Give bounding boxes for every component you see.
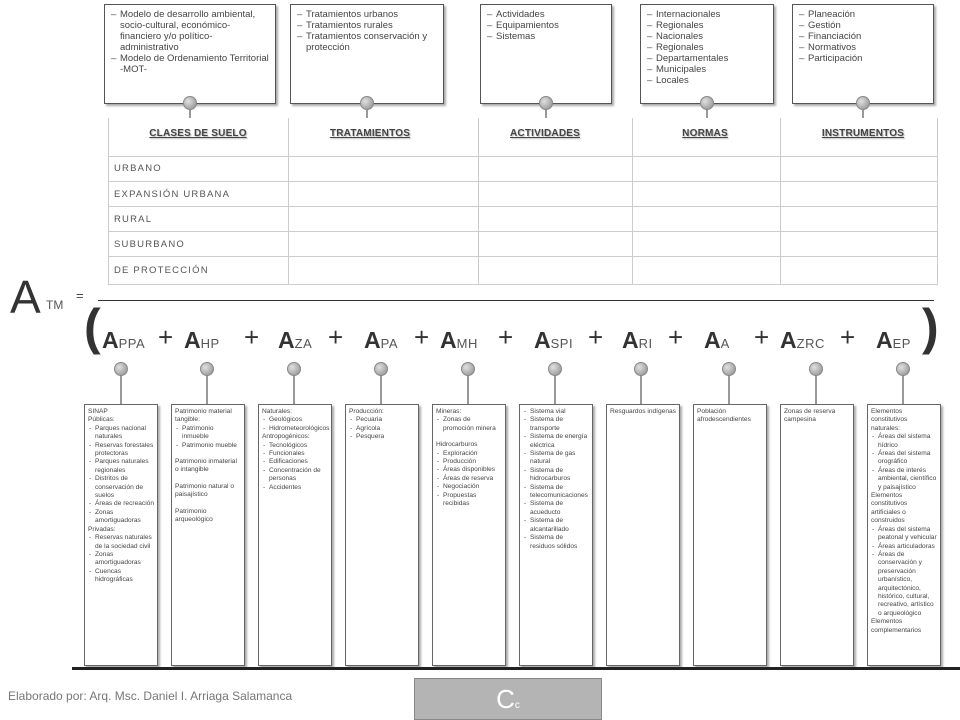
connector-knob: [700, 96, 714, 110]
box-list-item: - Agrícola: [349, 425, 415, 433]
bottom-connector: [467, 372, 469, 404]
header-actividades: ACTIVIDADES: [510, 128, 580, 139]
box-list-item: - Funcionales: [262, 450, 328, 458]
header-normas: NORMAS: [682, 128, 728, 139]
spacer: [436, 433, 502, 441]
spacer: [175, 450, 241, 458]
box-list-item: - Distritos de conservación de suelos: [88, 475, 154, 500]
column-divider: [937, 118, 938, 285]
term-amh: [440, 327, 478, 354]
box-label: Elementos complementarios: [871, 618, 922, 634]
author-credit: Elaborado por: Arq. Msc. Daniel I. Arriaga Salamanca: [8, 689, 293, 703]
top-box-list: [799, 9, 927, 64]
plus-sign: +: [158, 322, 174, 352]
row-divider: [108, 156, 938, 157]
top-box-item: – Tratamientos urbanos: [297, 9, 437, 20]
box-list-item: - Concentración de personas: [262, 467, 328, 484]
row-divider: [108, 206, 938, 207]
bottom-connector: [815, 372, 817, 404]
term-sub: A: [720, 336, 730, 351]
top-box-actividades: [480, 4, 612, 104]
box-label: Patrimonio arqueológico: [175, 507, 213, 524]
box-list-item: - Sistema de hidrocarburos: [523, 467, 589, 484]
plus-sign: +: [840, 322, 856, 352]
spacer: [175, 475, 241, 483]
term-sub: ZA: [294, 336, 313, 351]
term-main: A: [278, 327, 295, 353]
column-divider: [632, 118, 633, 285]
term-sub: ZRC: [796, 336, 825, 351]
top-box-tratamientos: [290, 4, 444, 104]
term-sub: MH: [456, 336, 478, 351]
box-list-item: - Edificaciones: [262, 458, 328, 466]
box-label: Patrimonio natural o paisajístico: [175, 482, 235, 499]
box-list-item: - Negociación: [436, 483, 502, 491]
connector-knob: [287, 362, 301, 376]
bottom-connector: [728, 372, 730, 404]
box-list-item: - Geológicos: [262, 416, 328, 424]
box-list-item: - Cuencas hidrográficas: [88, 568, 154, 585]
term-sub: RI: [638, 336, 653, 351]
bottom-box-amh: [432, 404, 506, 666]
formula-fraction-line: [98, 300, 934, 301]
formula-lhs-main: A: [10, 271, 41, 323]
bottom-box-apa: [345, 404, 419, 666]
connector-knob: [374, 362, 388, 376]
box-label: Patrimonio material tangible:: [175, 408, 232, 424]
box-list-item: - Hidrometeorológicos: [262, 425, 328, 433]
box-list-item: - Áreas de interés ambiental, científico y paisajístico: [871, 467, 937, 492]
term-main: A: [440, 327, 457, 353]
top-box-item: – Equipamientos: [487, 20, 605, 31]
box-label: Zonas de reserva campesina: [784, 408, 836, 424]
connector-knob: [809, 362, 823, 376]
connector-knob: [722, 362, 736, 376]
term-sub: PA: [380, 336, 399, 351]
box-list-item: - Áreas de recreación: [88, 500, 154, 508]
bottom-connector: [293, 372, 295, 404]
top-box-item: – Planeación: [799, 9, 927, 20]
box-list-item: - Pesquera: [349, 433, 415, 441]
box-list-item: - Propuestas recibidas: [436, 492, 502, 509]
row-urbano: URBANO: [114, 163, 162, 174]
term-main: A: [184, 327, 201, 353]
term-apa: [364, 327, 398, 354]
box-list-item: - Sistema de transporte: [523, 416, 589, 433]
bottom-rule: [72, 667, 960, 670]
bottom-connector: [640, 372, 642, 404]
bottom-box-ari: [606, 404, 680, 666]
top-box-modelo: [104, 4, 276, 104]
row-divider: [108, 284, 938, 285]
box-list-item: - Áreas del sistema peatonal y vehicular: [871, 526, 937, 543]
top-box-item: – Municipales: [647, 64, 767, 75]
bottom-connector: [120, 372, 122, 404]
term-aep: [876, 327, 911, 354]
box-list-item: - Áreas de conservación y preservación urbanístico, arquitectónico, histórico, cultural, recreativo, artístico o arqueológico: [871, 551, 937, 618]
logo-box: [414, 678, 602, 720]
top-box-item: – Regionales: [647, 42, 767, 53]
box-list-item: - Zonas de promoción minera: [436, 416, 502, 433]
term-main: A: [876, 327, 893, 353]
row-de-proteccion: DE PROTECCIÓN: [114, 265, 209, 276]
box-label: Privadas:: [88, 525, 116, 533]
top-box-item: – Modelo de desarrollo ambiental, socio-cultural, económico-financiero y/o político-administrativo: [111, 9, 269, 53]
plus-sign: +: [754, 322, 770, 352]
plus-sign: +: [414, 322, 430, 352]
top-box-instrumentos: [792, 4, 934, 104]
plus-sign: +: [588, 322, 604, 352]
box-label: Públicas:: [88, 416, 115, 424]
box-list-item: - Áreas disponibles: [436, 466, 502, 474]
top-box-item: – Regionales: [647, 20, 767, 31]
box-label: Producción:: [349, 408, 384, 415]
top-box-item: – Actividades: [487, 9, 605, 20]
term-sub: SPI: [550, 336, 574, 351]
formula-open-paren: (: [84, 299, 101, 355]
top-box-item: – Tratamientos conservación y protección: [297, 31, 437, 53]
box-label: Elementos constitutivos artificiales o construidos: [871, 492, 908, 525]
formula-equals: =: [76, 288, 84, 303]
bottom-connector: [902, 372, 904, 404]
connector-knob: [183, 96, 197, 110]
bottom-box-appa: [84, 404, 158, 666]
box-label: Antropogénicos:: [262, 433, 310, 441]
connector-knob: [548, 362, 562, 376]
row-expansion-urbana: EXPANSIÓN URBANA: [114, 189, 231, 200]
box-list-item: - Áreas de reserva: [436, 475, 502, 483]
bottom-box-ahp: [171, 404, 245, 666]
top-box-item: – Modelo de Ordenamiento Territorial -MOT-: [111, 53, 269, 75]
plus-sign: +: [498, 322, 514, 352]
term-aza: [278, 327, 312, 354]
box-label: Elementos constitutivos naturales:: [871, 408, 908, 432]
box-list-item: - Áreas del sistema orográfico: [871, 450, 937, 467]
term-appa: [102, 327, 145, 354]
logo-main: C: [496, 684, 515, 714]
term-main: A: [364, 327, 381, 353]
box-list-item: - Parques nacional naturales: [88, 425, 154, 442]
box-list-item: - Patrimonio inmueble: [175, 425, 241, 442]
box-list-item: - Exploración: [436, 450, 502, 458]
bottom-connector: [380, 372, 382, 404]
top-box-item: – Sistemas: [487, 31, 605, 42]
box-list-item: - Sistema de acueducto: [523, 500, 589, 517]
box-list-item: - Sistema de alcantarillado: [523, 517, 589, 534]
row-rural: RURAL: [114, 214, 153, 225]
row-divider: [108, 256, 938, 257]
top-box-list: [487, 9, 605, 42]
connector-knob: [634, 362, 648, 376]
bottom-box-aspi: [519, 404, 593, 666]
bottom-box-aa: [693, 404, 767, 666]
column-divider: [108, 118, 109, 285]
term-sub: HP: [200, 336, 220, 351]
spacer: [175, 500, 241, 508]
box-list-item: - Zonas amortiguadoras: [88, 509, 154, 526]
bottom-connector: [554, 372, 556, 404]
top-box-item: – Departamentales: [647, 53, 767, 64]
box-list-item: - Sistema de residuos sólidos: [523, 534, 589, 551]
top-box-item: – Normativos: [799, 42, 927, 53]
top-box-item: – Tratamientos rurales: [297, 20, 437, 31]
box-list-item: - Patrimonio mueble: [175, 442, 241, 450]
box-list-item: - Parques naturales regionales: [88, 458, 154, 475]
box-label: Población afrodescendientes: [697, 408, 751, 424]
connector-knob: [200, 362, 214, 376]
top-box-item: – Locales: [647, 75, 767, 86]
box-label: Patrimonio inmaterial o intangible: [175, 458, 237, 474]
term-sub: EP: [892, 336, 911, 351]
row-divider: [108, 231, 938, 232]
term-main: A: [622, 327, 639, 353]
row-divider: [108, 181, 938, 182]
land-class-table: [108, 118, 938, 285]
connector-knob: [360, 96, 374, 110]
box-label: Mineras:: [436, 408, 462, 415]
formula-close-paren: ): [922, 299, 939, 355]
bottom-box-aza: [258, 404, 332, 666]
box-list-item: - Reservas forestales protectoras: [88, 442, 154, 459]
box-list-item: - Áreas del sistema hídrico: [871, 433, 937, 450]
term-main: A: [102, 327, 119, 353]
box-list-item: - Sistema de energía eléctrica: [523, 433, 589, 450]
top-box-list: [111, 9, 269, 75]
top-box-list: [647, 9, 767, 86]
top-box-list: [297, 9, 437, 53]
bottom-connector: [206, 372, 208, 404]
box-label: SINAP: [88, 408, 108, 415]
box-list-item: - Pecuaria: [349, 416, 415, 424]
top-box-normas: [640, 4, 774, 104]
column-divider: [288, 118, 289, 285]
box-list-item: - Tecnológicos: [262, 442, 328, 450]
box-list-item: - Reservas naturales de la sociedad civil: [88, 534, 154, 551]
header-clases-de-suelo: CLASES DE SUELO: [149, 128, 247, 139]
box-list-item: - Áreas articuladoras: [871, 543, 937, 551]
box-list-item: - Zonas amortiguadoras: [88, 551, 154, 568]
box-list-item: - Sistema vial: [523, 408, 589, 416]
term-aa: [704, 327, 730, 354]
box-label: Resguardos indígenas: [610, 408, 676, 415]
term-main: A: [534, 327, 551, 353]
box-label: Hidrocarburos: [436, 441, 478, 449]
formula-lhs-sub: TM: [46, 298, 64, 312]
top-box-item: – Nacionales: [647, 31, 767, 42]
top-box-item: – Gestión: [799, 20, 927, 31]
connector-knob: [539, 96, 553, 110]
box-list-item: - Accidentes: [262, 484, 328, 492]
box-list-item: - Sistema de telecomunicaciones: [523, 484, 589, 501]
row-suburbano: SUBURBANO: [114, 239, 185, 250]
top-box-item: – Participación: [799, 53, 927, 64]
connector-knob: [114, 362, 128, 376]
bottom-box-azrc: [780, 404, 854, 666]
connector-knob: [856, 96, 870, 110]
term-ari: [622, 327, 653, 354]
connector-knob: [461, 362, 475, 376]
term-ahp: [184, 327, 220, 354]
term-main: A: [780, 327, 797, 353]
term-azrc: [780, 327, 825, 354]
plus-sign: +: [668, 322, 684, 352]
top-box-item: – Internacionales: [647, 9, 767, 20]
box-label: Naturales:: [262, 408, 293, 415]
logo-sub: c: [514, 700, 520, 711]
bottom-box-aep: [867, 404, 941, 666]
connector-knob: [896, 362, 910, 376]
term-sub: PPA: [118, 336, 146, 351]
header-instrumentos: INSTRUMENTOS: [821, 128, 905, 139]
plus-sign: +: [328, 322, 344, 352]
top-box-item: – Financiación: [799, 31, 927, 42]
box-list-item: - Sistema de gas natural: [523, 450, 589, 467]
column-divider: [780, 118, 781, 285]
column-divider: [478, 118, 479, 285]
plus-sign: +: [244, 322, 260, 352]
term-main: A: [704, 327, 721, 353]
term-aspi: [534, 327, 573, 354]
header-tratamientos: TRATAMIENTOS: [329, 128, 411, 139]
box-list-item: - Producción: [436, 458, 502, 466]
